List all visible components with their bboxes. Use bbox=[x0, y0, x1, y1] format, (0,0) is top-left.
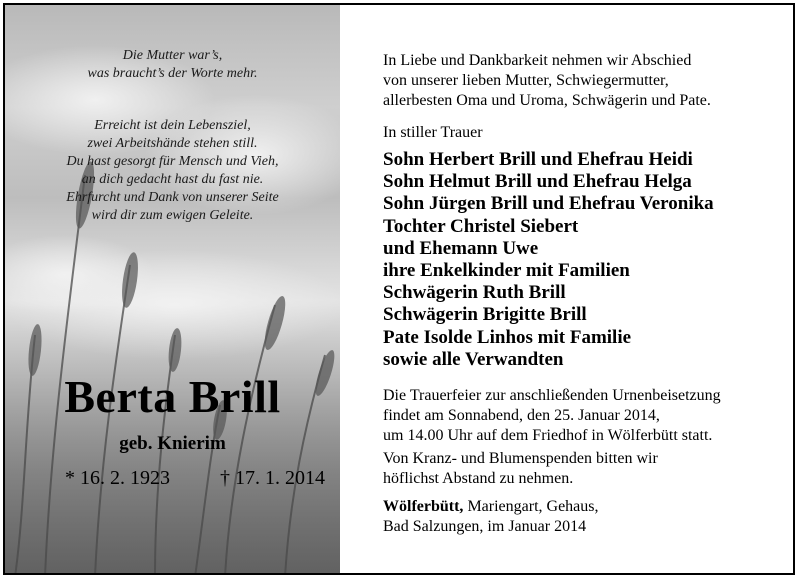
place-and-date bbox=[383, 497, 599, 537]
farewell-line: In Liebe und Dankbarkeit nehmen wir Abschied bbox=[383, 52, 692, 69]
mourner-item: und Ehemann Uwe bbox=[383, 237, 539, 259]
farewell-line: allerbesten Oma und Uroma, Schwägerin und Pate. bbox=[383, 92, 711, 109]
flowers-info-line: höflichst Abstand zu nehmen. bbox=[383, 470, 574, 487]
poem-line: Ehrfurcht und Dank von unserer Seite bbox=[66, 190, 279, 205]
place-line-2: Bad Salzungen, im Januar 2014 bbox=[383, 518, 587, 535]
mourner-item: Sohn Jürgen Brill und Ehefrau Veronika bbox=[383, 193, 714, 215]
mourner-item: Tochter Christel Siebert bbox=[383, 215, 579, 237]
farewell-text bbox=[383, 51, 711, 111]
flowers-info bbox=[383, 449, 658, 489]
photo-panel bbox=[5, 5, 340, 573]
flowers-info-line: Von Kranz- und Blumenspenden bitten wir bbox=[383, 450, 658, 467]
birth-date: * 16. 2. 1923 bbox=[65, 467, 170, 489]
mourner-item: Pate Isolde Linhos mit Familie bbox=[383, 326, 632, 348]
funeral-info bbox=[383, 386, 721, 446]
poem-line: Du hast gesorgt für Mensch und Vieh, bbox=[66, 154, 279, 169]
poem-line: Erreicht ist dein Lebensziel, bbox=[94, 118, 251, 133]
poem-line: wird dir zum ewigen Geleite. bbox=[91, 208, 254, 223]
mourners-list bbox=[383, 149, 714, 371]
mourner-item: Schwägerin Brigitte Brill bbox=[383, 304, 587, 326]
poem-line: was braucht’s der Worte mehr. bbox=[87, 66, 258, 81]
mourner-item: Sohn Herbert Brill und Ehefrau Heidi bbox=[383, 149, 693, 170]
deceased-name: Berta Brill bbox=[64, 371, 281, 422]
farewell-line: von unserer lieben Mutter, Schwiegermutter, bbox=[383, 72, 669, 89]
mourner-item: sowie alle Verwandten bbox=[383, 348, 564, 370]
death-date: † 17. 1. 2014 bbox=[220, 467, 325, 489]
funeral-info-line: um 14.00 Uhr auf dem Friedhof in Wölferbütt statt. bbox=[383, 427, 713, 444]
place-line-rest: Mariengart, Gehaus, bbox=[463, 498, 599, 515]
mourning-label: In stiller Trauer bbox=[383, 124, 483, 141]
town-name: Wölferbütt, bbox=[383, 498, 464, 515]
obituary-frame bbox=[3, 3, 795, 575]
poem-line: Die Mutter war’s, bbox=[122, 48, 223, 63]
poem-stanza-2 bbox=[5, 117, 340, 225]
mourner-item: Schwägerin Ruth Brill bbox=[383, 282, 566, 304]
poem-line: an dich gedacht hast du fast nie. bbox=[81, 172, 264, 187]
mourner-item: Sohn Helmut Brill und Ehefrau Helga bbox=[383, 171, 692, 193]
poem-stanza-1 bbox=[5, 47, 340, 83]
birth-name: geb. Knierim bbox=[119, 433, 226, 454]
poem-line: zwei Arbeitshände stehen still. bbox=[87, 136, 258, 151]
funeral-info-line: Die Trauerfeier zur anschließenden Urnenbeisetzung bbox=[383, 387, 721, 404]
mourner-item: ihre Enkelkinder mit Familien bbox=[383, 260, 630, 282]
funeral-info-line: findet am Sonnabend, den 25. Januar 2014, bbox=[383, 407, 660, 424]
